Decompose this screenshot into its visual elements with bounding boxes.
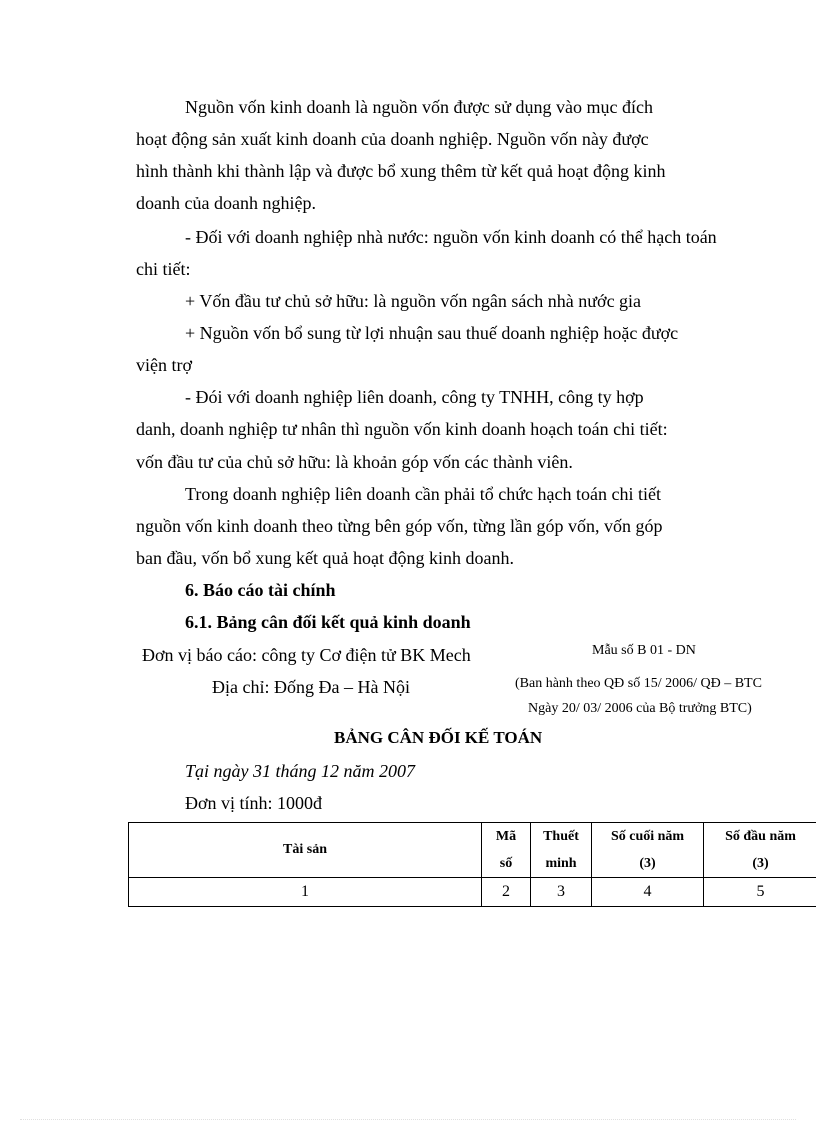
column-number: 2 <box>482 878 531 907</box>
table-row <box>129 878 816 907</box>
issued-by-line-1: (Ban hành theo QĐ số 15/ 2006/ QĐ – BTC <box>515 676 762 691</box>
paragraph-line: chi tiết: <box>136 259 191 279</box>
header-code <box>482 823 531 878</box>
report-date: Tại ngày 31 tháng 12 năm 2007 <box>185 761 416 781</box>
header-end-of-year <box>592 823 704 878</box>
paragraph-line: nguồn vốn kinh doanh theo từng bên góp vốn, từng lần góp vốn, vốn góp <box>136 516 663 536</box>
paragraph-line: Trong doanh nghiệp liên doanh cần phải tổ chức hạch toán chi tiết <box>185 484 661 504</box>
paragraph-line: danh, doanh nghiệp tư nhân thì nguồn vốn kinh doanh hoạch toán chi tiết: <box>136 419 668 439</box>
issued-by-line-2: Ngày 20/ 03/ 2006 của Bộ trưởng BTC) <box>528 701 752 716</box>
reporting-unit: Đơn vị báo cáo: công ty Cơ điện tử BK Mech <box>142 645 471 665</box>
paragraph-line: hình thành khi thành lập và được bổ xung thêm từ kết quả hoạt động kinh <box>136 161 666 181</box>
header-assets <box>129 823 482 878</box>
paragraph-line: Nguồn vốn kinh doanh là nguồn vốn được sử dụng vào mục đích <box>185 97 653 117</box>
paragraph-line: - Đói với doanh nghiệp liên doanh, công ty TNHH, công ty hợp <box>185 387 644 407</box>
header-code-line-2: số <box>499 856 513 871</box>
page-bottom-rule <box>20 1119 796 1120</box>
header-end-line-1: Số cuối năm <box>610 829 685 844</box>
header-begin-line-2: (3) <box>752 856 769 871</box>
paragraph-line: + Vốn đầu tư chủ sở hữu: là nguồn vốn ngân sách nhà nước gia <box>185 291 642 311</box>
form-number: Mẫu số B 01 - DN <box>592 643 696 658</box>
section-heading: 6. Báo cáo tài chính <box>185 580 336 600</box>
header-note <box>531 823 592 878</box>
currency-unit: Đơn vị tính: 1000đ <box>185 793 323 813</box>
column-number: 5 <box>704 878 816 907</box>
column-number: 1 <box>129 878 482 907</box>
header-end-line-2: (3) <box>639 856 656 871</box>
report-title: BẢNG CÂN ĐỐI KẾ TOÁN <box>334 728 543 747</box>
column-number: 4 <box>592 878 704 907</box>
header-note-line-1: Thuết <box>543 829 579 844</box>
paragraph-line: ban đầu, vốn bổ xung kết quả hoạt động kinh doanh. <box>136 548 514 568</box>
paragraph-line: vốn đầu tư của chủ sở hữu: là khoản góp vốn các thành viên. <box>136 452 573 472</box>
paragraph-line: + Nguồn vốn bổ sung từ lợi nhuận sau thuế doanh nghiệp hoặc được <box>185 323 679 343</box>
paragraph-line: hoạt động sản xuất kinh doanh của doanh nghiệp. Nguồn vốn này được <box>136 129 649 149</box>
reporting-address: Địa chỉ: Đống Đa – Hà Nội <box>212 677 410 697</box>
table-header-row <box>129 823 816 878</box>
header-assets-label: Tài sản <box>283 842 327 857</box>
section-subheading: 6.1. Bảng cân đối kết quả kinh doanh <box>185 612 471 632</box>
paragraph-line: viện trợ <box>136 355 193 375</box>
column-number: 3 <box>531 878 592 907</box>
header-beginning-of-year <box>704 823 816 878</box>
balance-sheet-table <box>128 822 816 907</box>
header-begin-line-1: Số đầu năm <box>725 829 796 844</box>
header-code-line-1: Mã <box>495 829 517 844</box>
paragraph-line: doanh của doanh nghiệp. <box>136 193 316 213</box>
header-note-line-2: minh <box>545 856 577 871</box>
paragraph-line: - Đối với doanh nghiệp nhà nước: nguồn vốn kinh doanh có thể hạch toán <box>185 227 717 247</box>
